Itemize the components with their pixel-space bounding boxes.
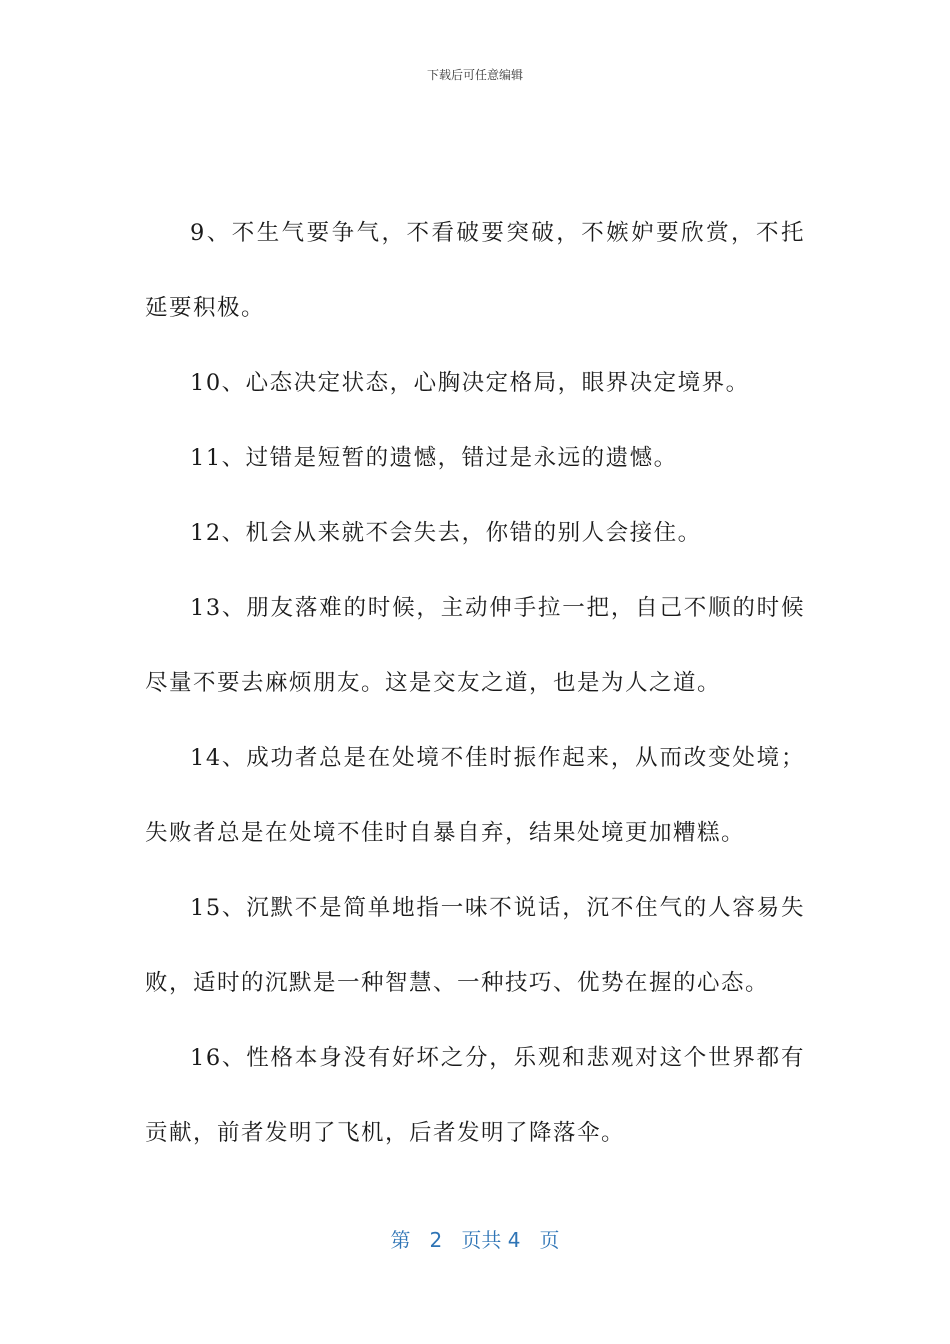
quote-paragraph-12: 12、机会从来就不会失去，你错的别人会接住。: [190, 520, 702, 546]
page-label-middle: 页共: [461, 1228, 502, 1252]
total-page-number: 4: [507, 1228, 521, 1252]
page-footer: [0, 1224, 950, 1253]
quote-paragraph-15: 15、沉默不是简单地指一味不说话，沉不住气的人容易失败，适时的沉默是一种智慧、一种技巧、优势在握的心态。: [145, 895, 805, 996]
quote-paragraph-16: 16、性格本身没有好坏之分，乐观和悲观对这个世界都有贡献，前者发明了飞机，后者发明了降落伞。: [145, 1045, 805, 1146]
page-label-suffix: 页: [539, 1228, 560, 1252]
quote-paragraph-9: 9、不生气要争气，不看破要突破，不嫉妒要欣赏，不托延要积极。: [145, 220, 805, 321]
document-body: [145, 196, 805, 1171]
current-page-number: 2: [429, 1228, 443, 1252]
quote-paragraph-10: 10、心态决定状态，心胸决定格局，眼界决定境界。: [190, 370, 750, 396]
quote-paragraph-13: 13、朋友落难的时候，主动伸手拉一把，自己不顺的时候尽量不要去麻烦朋友。这是交友之道，也是为人之道。: [145, 595, 805, 696]
page-header: 下载后可任意编辑: [426, 68, 523, 82]
page-label-prefix: 第: [390, 1228, 411, 1252]
quote-paragraph-11: 11、过错是短暂的遗憾，错过是永远的遗憾。: [190, 445, 678, 471]
quote-paragraph-14: 14、成功者总是在处境不佳时振作起来，从而改变处境；失败者总是在处境不佳时自暴自弃，结果处境更加糟糕。: [145, 745, 805, 846]
